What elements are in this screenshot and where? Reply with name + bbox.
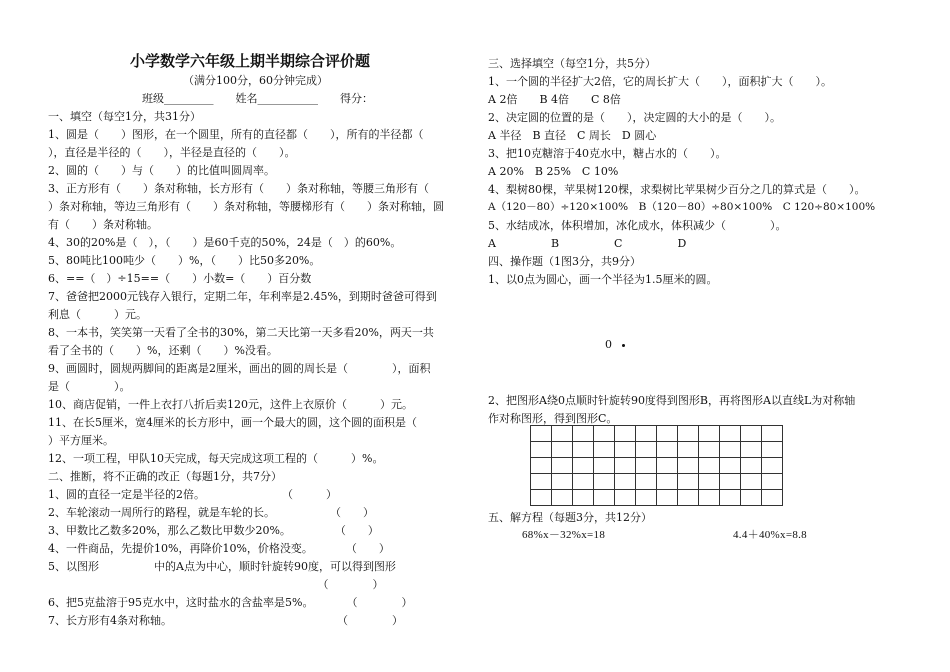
- grid-cell: [636, 490, 657, 506]
- question-line: （ ）: [48, 578, 384, 591]
- grid-cell: [552, 426, 573, 442]
- grid-cell: [531, 458, 552, 474]
- question-line: A 半径 B 直径 C 周长 D 圆心: [488, 129, 657, 142]
- question-line: 6、把5克盐溶于95克水中，这时盐水的含盐率是5%。 （ ）: [48, 596, 413, 609]
- grid-cell: [636, 426, 657, 442]
- question-line: 4、一件商品，先提价10%，再降价10%，价格没变。 （ ）: [48, 542, 390, 555]
- page-title: 小学数学六年级上期半期综合评价题: [130, 52, 371, 70]
- grid-cell: [762, 458, 783, 474]
- grid-cell: [615, 442, 636, 458]
- question-line: 作对称图形，得到图形C。: [488, 412, 618, 425]
- question-line: 12、一项工程，甲队10天完成，每天完成这项工程的（ ）%。: [48, 452, 384, 465]
- question-line: 6、==（ ）÷15==（ ）小数=（ ）百分数: [48, 272, 312, 285]
- question-line: 4、30的20%是（ ），（ ）是60千克的50%，24是（ ）的60%。: [48, 236, 402, 249]
- equation-1: 68%x－32%x=18: [522, 529, 606, 541]
- question-line: 2、车轮滚动一周所行的路程，就是车轮的长。 （ ）: [48, 506, 374, 519]
- section-choice: 三、选择填空（每空1分，共5分）: [488, 57, 656, 70]
- grid-cell: [573, 474, 594, 490]
- question-line: 8、一本书，笑笑第一天看了全书的30%，第二天比第一天多看20%，两天一共: [48, 326, 434, 339]
- question-line: 2、决定圆的位置的是（ ），决定圆的大小的是（ ）。: [488, 111, 781, 124]
- question-line: 1、以0点为圆心，画一个半径为1.5厘米的圆。: [488, 273, 718, 286]
- grid-cell: [531, 426, 552, 442]
- grid-cell: [594, 442, 615, 458]
- grid-cell: [594, 458, 615, 474]
- grid-cell: [678, 474, 699, 490]
- question-line: 3、正方形有（ ）条对称轴，长方形有（ ）条对称轴，等腰三角形有（: [48, 182, 429, 195]
- question-line: 11、在长5厘米，宽4厘米的长方形中，画一个最大的圆，这个圆的面积是（: [48, 416, 417, 429]
- grid-cell: [531, 474, 552, 490]
- grid-cell: [762, 490, 783, 506]
- grid-cell: [573, 490, 594, 506]
- question-line: ）条对称轴，等边三角形有（ ）条对称轴，等腰梯形有（ ）条对称轴，圆: [48, 200, 444, 213]
- grid-cell: [552, 490, 573, 506]
- grid-cell: [678, 490, 699, 506]
- grid-cell: [657, 474, 678, 490]
- grid-cell: [615, 490, 636, 506]
- grid-cell: [636, 458, 657, 474]
- grid-cell: [720, 490, 741, 506]
- question-line: 10、商店促销，一件上衣打八折后卖120元，这件上衣原价（ ）元。: [48, 398, 413, 411]
- grid-cell: [657, 458, 678, 474]
- grid-cell: [615, 426, 636, 442]
- question-line: 利息（ ）元。: [48, 308, 147, 321]
- question-line: 1、一个圆的半径扩大2倍，它的周长扩大（ ），面积扩大（ ）。: [488, 75, 832, 88]
- grid-cell: [678, 442, 699, 458]
- grid-cell: [720, 458, 741, 474]
- question-line: 5、水结成冰，体积增加，冰化成水，体积减少（ ）。: [488, 219, 787, 232]
- grid-cell: [615, 474, 636, 490]
- question-line: 2、圆的（ ）与（ ）的比值叫圆周率。: [48, 164, 275, 177]
- grid-cell: [636, 442, 657, 458]
- grid-cell: [678, 458, 699, 474]
- question-line: ），直径是半径的（ ），半径是直径的（ ）。: [48, 146, 296, 159]
- grid-cell: [741, 474, 762, 490]
- point-label: 0: [605, 338, 612, 351]
- grid-cell: [531, 490, 552, 506]
- student-info: 班级_________ 姓名___________ 得分：: [142, 92, 373, 105]
- grid-cell: [762, 442, 783, 458]
- question-line: ）平方厘米。: [48, 434, 114, 447]
- grid-cell: [741, 458, 762, 474]
- grid-cell: [657, 426, 678, 442]
- equation-2: 4.4＋40%x=8.8: [733, 529, 807, 541]
- grid-cell: [699, 426, 720, 442]
- question-line: A（120－80）÷120×100% B（120－80）÷80×100% C 120÷80×100%: [488, 201, 876, 213]
- grid-cell: [594, 490, 615, 506]
- question-line: 是（ ）。: [48, 380, 131, 393]
- grid-cell: [552, 458, 573, 474]
- center-dot: [622, 344, 625, 347]
- grid-cell: [741, 490, 762, 506]
- section-operation: 四、操作题（1图3分，共9分）: [488, 255, 641, 268]
- grid-cell: [741, 426, 762, 442]
- section-equations: 五、解方程（每题3分，共12分）: [488, 511, 652, 524]
- question-line: 1、圆的直径一定是半径的2倍。 （ ）: [48, 488, 337, 501]
- question-line: 1、圆是（ ）图形，在一个圆里，所有的直径都（ ），所有的半径都（: [48, 128, 424, 141]
- question-line: 7、长方形有4条对称轴。 （ ）: [48, 614, 403, 627]
- grid-cell: [594, 474, 615, 490]
- question-line: 5、80吨比100吨少（ ）%，（ ）比50多20%。: [48, 254, 321, 267]
- section-fill-in: 一、填空（每空1分，共31分）: [48, 110, 201, 123]
- grid-cell: [699, 474, 720, 490]
- question-line: 5、以图形 中的A点为中心，顺时针旋转90度，可以得到图形: [48, 560, 396, 573]
- question-line: A 20% B 25% C 10%: [488, 165, 619, 178]
- grid-cell: [699, 442, 720, 458]
- grid-cell: [720, 474, 741, 490]
- grid-cell: [552, 442, 573, 458]
- square-grid: [530, 425, 783, 506]
- grid-cell: [699, 490, 720, 506]
- section-judge: 二、推断，将不正确的改正（每题1分，共7分）: [48, 470, 282, 483]
- page-subtitle: （满分100分，60分钟完成）: [183, 74, 328, 87]
- grid-cell: [762, 474, 783, 490]
- grid-cell: [615, 458, 636, 474]
- question-line: A 2倍 B 4倍 C 8倍: [488, 93, 621, 106]
- grid-cell: [657, 442, 678, 458]
- question-line: A B C D: [488, 237, 687, 250]
- grid-cell: [531, 442, 552, 458]
- grid-cell: [741, 442, 762, 458]
- grid-cell: [552, 474, 573, 490]
- question-line: 3、把10克糖溶于40克水中，糖占水的（ ）。: [488, 147, 727, 160]
- question-line: 有（ ）条对称轴。: [48, 218, 158, 231]
- grid-cell: [636, 474, 657, 490]
- grid-cell: [720, 426, 741, 442]
- grid-cell: [657, 490, 678, 506]
- grid-cell: [699, 458, 720, 474]
- grid-cell: [720, 442, 741, 458]
- grid-cell: [762, 426, 783, 442]
- question-line: 看了全书的（ ）%，还剩（ ）%没看。: [48, 344, 278, 357]
- question-line: 4、梨树80棵，苹果树120棵，求梨树比苹果树少百分之几的算式是（ ）。: [488, 183, 866, 196]
- grid-cell: [594, 426, 615, 442]
- grid-cell: [678, 426, 699, 442]
- grid-cell: [573, 426, 594, 442]
- question-line: 2、把图形A绕0点顺时针旋转90度得到图形B，再将图形A以直线L为对称轴: [488, 394, 856, 407]
- grid-cell: [573, 458, 594, 474]
- question-line: 7、爸爸把2000元钱存入银行，定期二年，年利率是2.45%，到期时爸爸可得到: [48, 290, 437, 303]
- grid-cell: [573, 442, 594, 458]
- question-line: 3、甲数比乙数多20%，那么乙数比甲数少20%。 （ ）: [48, 524, 379, 537]
- question-line: 9、画圆时，圆规两脚间的距离是2厘米，画出的圆的周长是（ ），面积: [48, 362, 431, 375]
